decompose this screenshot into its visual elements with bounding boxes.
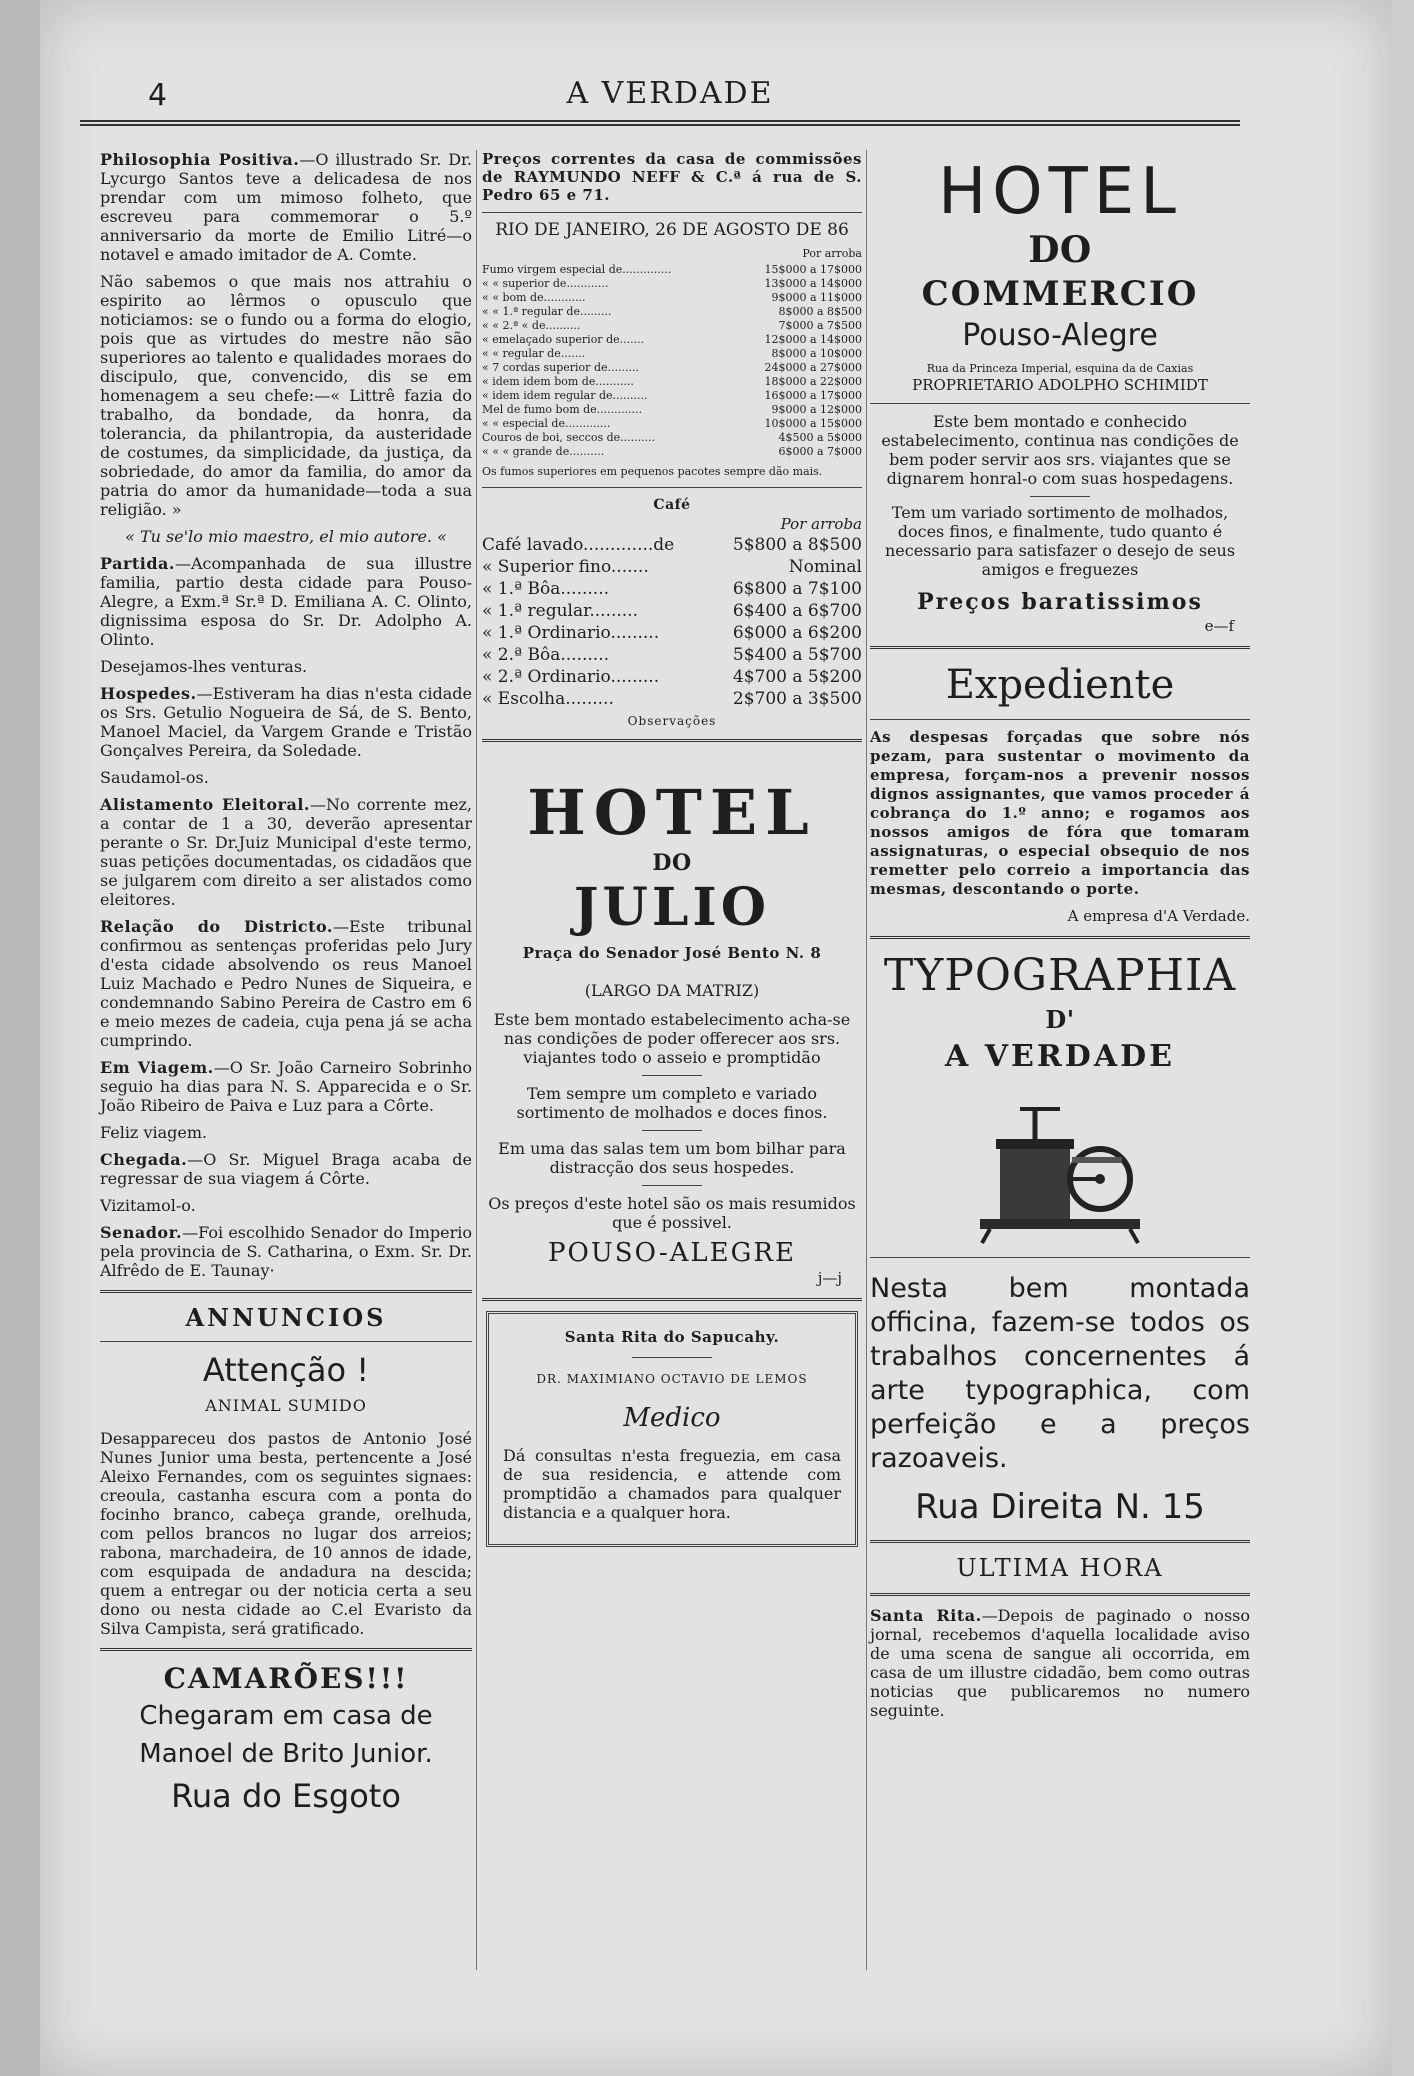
price-label: « « regular de....... <box>482 347 586 360</box>
price-value: 6$800 a 7$100 <box>732 579 862 599</box>
article-text: Vizitamol-o. <box>100 1196 196 1215</box>
price-row <box>482 263 862 277</box>
article-head: Em Viagem. <box>100 1058 214 1077</box>
article-text: —No corrente mez, a contar de 1 a 30, deverão apresentar perante o Sr. Dr.Juiz Municipal d'este termo, suas petições documentadas, os cidadãos que se julgarem com direito a ser alistados como eleitores. <box>100 795 473 909</box>
price-value: 7$000 a 7$500 <box>778 319 862 332</box>
hotel-commercio-precos: Preços baratissimos <box>917 589 1203 615</box>
price-label: « 7 cordas superior de......... <box>482 361 639 374</box>
hotel-commercio-title: HOTEL <box>938 155 1182 229</box>
article-viagem <box>100 1058 472 1115</box>
section-rule <box>870 1540 1250 1543</box>
price-label: « idem idem bom de........... <box>482 375 634 388</box>
price-row <box>482 333 862 347</box>
article-hospedes <box>100 684 472 760</box>
section-rule <box>482 739 862 742</box>
article-text: Saudamol-os. <box>100 768 209 787</box>
price-label: « idem idem regular de.......... <box>482 389 648 402</box>
price-value: 6$000 a 6$200 <box>732 623 862 643</box>
attencao-text: Desappareceu dos pastos de Antonio José Nunes Junior uma besta, pertencente a José Aleixo Fernandes, com os seguintes signaes: creoula, castanha escura com a ponta do focinho branco, cabeça grande, orelhuda, com pellos brancos no lugar dos arreios; rabona, marchadeira, de 10 annos de idade, com esquipada de andadura na descida; quem a entregar ou der noticia certa a seu dono ou nesta cidade ao C.el Evaristo da Silva Campista, será gratificado. <box>100 1429 472 1638</box>
price-label: « 2.ª Bôa......... <box>482 645 610 665</box>
price-row <box>482 403 862 417</box>
price-row <box>482 305 862 319</box>
price-label: « 2.ª Ordinario......... <box>482 667 660 687</box>
price-label: « emelaçado superior de....... <box>482 333 645 346</box>
price-row <box>482 375 862 389</box>
medico-name: DR. MAXIMIANO OCTAVIO DE LEMOS <box>536 1372 808 1386</box>
hotel-julio-signature: j—j <box>817 1269 842 1287</box>
price-label: « Superior fino....... <box>482 557 649 577</box>
article-text: —Foi escolhido Senador do Imperio pela provincia de S. Catharina, o Exm. Sr. Dr. Alfrêdo de E. Taunay· <box>100 1223 472 1280</box>
article-head: Chegada. <box>100 1150 188 1169</box>
price-label: « « 1.ª regular de......... <box>482 305 612 318</box>
hotel-julio-title: HOTEL <box>527 776 817 849</box>
price-label: « 1.ª Ordinario......... <box>482 623 660 643</box>
price-label: « « bom de............ <box>482 291 586 304</box>
price-row <box>482 688 862 710</box>
section-rule <box>870 1257 1250 1258</box>
header-rule <box>80 120 1240 126</box>
price-value: 2$700 a 3$500 <box>732 689 862 709</box>
medico-text: Dá consultas n'esta freguezia, em casa de sua residencia, e attende com promptidão a chamados para qualquer distancia e a qualquer hora. <box>503 1446 841 1522</box>
annuncios-heading: ANNUNCIOS <box>185 1303 387 1332</box>
column-rule-2 <box>866 150 867 1970</box>
article-text: —O Sr. Miguel Braga acaba de regressar de sua viagem á Côrte. <box>100 1150 472 1188</box>
price-label: « « 2.ª « de.......... <box>482 319 581 332</box>
newspaper-title: A VERDADE <box>566 76 774 111</box>
camaroes-line: Chegaram em casa de <box>139 1701 433 1731</box>
price-label: « « « grande de.......... <box>482 445 605 458</box>
hotel-julio-do: DO <box>652 850 692 876</box>
price-value: 8$000 a 8$500 <box>778 305 862 318</box>
observacoes: Observações <box>627 714 717 728</box>
price-row <box>482 319 862 333</box>
price-label: Mel de fumo bom de............. <box>482 403 643 416</box>
article-text: Não sabemos o que mais nos attrahiu o espirito ao lêrmos o opusculo que noticiamos: se o fundo ou a forma do elogio, pois que as virtudes do mestre não são superiores ao talento e qualidades moraes do discipulo, que, convencido, dis se em homenagem a seu chefe:—« Littrê fazia do trabalho, da bondade, da honra, da tolerancia, da philantropia, da austeridade de costumes, da simplicidade, da justiça, da sobriedade, do amor da familia, do amor da patria do amor da humanidade—toda a sua religião. » <box>100 272 472 519</box>
article-head: Senador. <box>100 1223 183 1242</box>
camaroes-address: Rua do Esgoto <box>171 1777 401 1815</box>
typographia-name: A VERDADE <box>945 1039 1175 1074</box>
hotel-commercio-do: DO <box>1028 229 1092 271</box>
section-rule <box>482 1298 862 1301</box>
section-rule <box>870 936 1250 939</box>
hotel-julio-name: JULIO <box>573 877 771 938</box>
article-alistamento <box>100 795 472 909</box>
typographia-address: Rua Direita N. 15 <box>915 1487 1205 1527</box>
price-label: « Escolha......... <box>482 689 614 709</box>
attencao-subtitle: ANIMAL SUMIDO <box>205 1396 367 1415</box>
small-rule <box>642 1185 702 1186</box>
section-rule <box>100 1648 472 1651</box>
section-rule <box>100 1290 472 1293</box>
article-text: —Este tribunal confirmou as sentenças proferidas pelo Jury d'esta cidade absolvendo os reus Manoel Luiz Machado e Pedro Nunes de Siqueira, e condemnando Sabino Pereira de Castro em 6 e meio mezes de cadeia, cuja pena já se acha cumprindo. <box>100 917 472 1050</box>
column-1 <box>100 150 472 1819</box>
price-value: 15$000 a 17$000 <box>764 263 862 276</box>
article-quote: « Tu se'lo mio maestro, el mio autore. « <box>125 527 447 546</box>
cafe-price-list <box>482 534 862 710</box>
price-value: Nominal <box>788 557 862 577</box>
price-label: Fumo virgem especial de.............. <box>482 263 672 276</box>
price-row <box>482 556 862 578</box>
section-rule <box>870 646 1250 649</box>
article-text: —Depois de paginado o nosso jornal, recebemos d'aquella localidade aviso de uma scena de sangue ali occorrida, em casa de um illustre cidadão, bem como outras noticias que publicaremos no numero seguinte. <box>870 1606 1250 1720</box>
por-arroba: Por arroba <box>802 247 862 260</box>
column-3 <box>870 150 1250 1728</box>
article-chegada <box>100 1150 472 1188</box>
article-relacao <box>100 917 472 1050</box>
article-senador <box>100 1223 472 1280</box>
price-value: 18$000 a 22$000 <box>764 375 862 388</box>
cafe-heading: Café <box>653 497 691 513</box>
article-head: Relação do Districto. <box>100 917 333 936</box>
price-row <box>482 277 862 291</box>
price-row <box>482 431 862 445</box>
price-value: 5$800 a 8$500 <box>732 535 862 555</box>
price-label: « 1.ª regular......... <box>482 601 638 621</box>
price-row <box>482 666 862 688</box>
section-rule <box>870 403 1250 404</box>
hotel-julio-city: POUSO-ALEGRE <box>548 1238 796 1268</box>
price-row <box>482 578 862 600</box>
page-header <box>100 72 1240 118</box>
price-row <box>482 291 862 305</box>
expediente-text: As despesas forçadas que sobre nós pezam, para sustentar o movimento da empresa, forçam-nos a prevenir nossos dignos assignantes, que vamos proceder á cobrança do 1.º anno; e rogamos aos nossos amigos de fóra que tomaram assignaturas, o especial obsequio de nos remetter pelo correio a importancia das mesmas, descontando o porte. <box>870 728 1250 898</box>
price-value: 9$000 a 12$000 <box>771 403 862 416</box>
ultima-hora-title: ULTIMA HORA <box>956 1554 1164 1582</box>
price-value: 8$000 a 10$000 <box>771 347 862 360</box>
price-value: 6$400 a 6$700 <box>732 601 862 621</box>
camaroes-line: Manoel de Brito Junior. <box>139 1739 433 1769</box>
article-head: Hospedes. <box>100 684 197 703</box>
price-value: 12$000 a 14$000 <box>764 333 862 346</box>
hotel-commercio-address: Rua da Princeza Imperial, esquina da de Caxias <box>926 362 1194 375</box>
medico-box <box>486 1311 858 1547</box>
price-row <box>482 417 862 431</box>
article-text: —Estiveram ha dias n'esta cidade os Srs. Getulio Nogueira de Sá, de S. Bento, Manoel Maciel, da Vargem Grande e Tristão Gonçalves Pereira, da Soledade. <box>100 684 472 760</box>
price-value: 4$700 a 5$200 <box>732 667 862 687</box>
price-value: 9$000 a 11$000 <box>771 291 862 304</box>
typographia-title: TYPOGRAPHIA <box>883 950 1237 1001</box>
printing-press-icon <box>960 1087 1160 1247</box>
hotel-commercio-city: Pouso-Alegre <box>962 318 1158 353</box>
price-value: 13$000 a 14$000 <box>764 277 862 290</box>
price-label: Couros de boi, seccos de.......... <box>482 431 656 444</box>
camaroes-title: CAMARÕES!!! <box>163 1662 409 1695</box>
price-row <box>482 600 862 622</box>
article-head: Partida. <box>100 554 175 573</box>
ultima-hora-text <box>870 1606 1250 1720</box>
expediente-signature: A empresa d'A Verdade. <box>1067 907 1250 925</box>
price-value: 24$000 a 27$000 <box>764 361 862 374</box>
article-partida <box>100 554 472 649</box>
hotel-julio-text: Este bem montado estabelecimento acha-se nas condições de poder offerecer aos srs. viajantes todo o asseio e promptidão <box>493 1010 851 1067</box>
article-philosophia <box>100 150 472 264</box>
price-row <box>482 534 862 556</box>
article-head: Santa Rita. <box>870 1606 982 1625</box>
price-value: 4$500 a 5$000 <box>778 431 862 444</box>
hotel-commercio-text: Este bem montado e conhecido estabelecimento, continua nas condições de bem poder servir aos srs. viajantes que se dignarem honral-o com suas hospedagens. <box>881 412 1239 488</box>
hotel-julio-text: Os preços d'este hotel são os mais resumidos que é possivel. <box>488 1194 856 1232</box>
section-rule <box>870 1593 1250 1596</box>
attencao-title: Attenção ! <box>202 1351 370 1389</box>
scan-edge <box>0 0 40 2076</box>
small-rule <box>1030 496 1090 497</box>
hotel-julio-largo: (LARGO DA MATRIZ) <box>584 981 760 1000</box>
price-value: 5$400 a 5$700 <box>732 645 862 665</box>
article-text: Desejamos-lhes venturas. <box>100 657 308 676</box>
hotel-commercio-text: Tem um variado sortimento de molhados, doces finos, e finalmente, tudo quanto é necessario para satisfazer o desejo de seus amigos e freguezes <box>884 503 1236 579</box>
precos-heading: Preços correntes da casa de commissões de RAYMUNDO NEFF & C.ª á rua de S. Pedro 65 e 71. <box>482 150 862 204</box>
hotel-commercio-owner: PROPRIETARIO ADOLPHO SCHIMIDT <box>912 376 1208 394</box>
typographia-text: Nesta bem montada officina, fazem-se todos os trabalhos concernentes á arte typographica, com perfeição e a preços razoaveis. <box>870 1273 1250 1474</box>
medico-place: Santa Rita do Sapucahy. <box>564 1328 780 1346</box>
column-2 <box>482 150 862 1555</box>
small-rule <box>642 1130 702 1131</box>
hotel-julio-text: Em uma das salas tem um bom bilhar para distracção dos seus hospedes. <box>498 1139 846 1177</box>
price-row <box>482 361 862 375</box>
article-text: Feliz viagem. <box>100 1123 208 1142</box>
price-row <box>482 389 862 403</box>
price-row <box>482 445 862 459</box>
dateline: RIO DE JANEIRO, 26 DE AGOSTO DE 86 <box>495 220 849 240</box>
medico-title: Medico <box>623 1403 721 1433</box>
article-head: Philosophia Positiva. <box>100 150 300 169</box>
expediente-title: Expediente <box>945 662 1175 708</box>
article-text: —O Sr. João Carneiro Sobrinho seguio ha dias para N. S. Apparecida e o Sr. João Ribeiro de Paiva e Luz para a Côrte. <box>100 1058 473 1115</box>
price-value: 10$000 a 15$000 <box>764 417 862 430</box>
typographia-d: D' <box>1045 1005 1075 1034</box>
section-rule <box>100 1341 472 1342</box>
article-head: Alistamento Eleitoral. <box>100 795 310 814</box>
hotel-commercio-name: COMMERCIO <box>921 274 1199 314</box>
article-text: —Acompanhada de sua illustre familia, partio desta cidade para Pouso-Alegre, a Exm.ª Sr.ª D. Emiliana A. C. Olinto, dignissima esposa do Sr. Dr. Adolpho A. Olinto. <box>100 554 472 649</box>
fumo-price-list <box>482 263 862 459</box>
price-row <box>482 347 862 361</box>
small-rule <box>642 1075 702 1076</box>
article-text: —O illustrado Sr. Dr. Lycurgo Santos teve a delicadesa de nos prendar com um mimoso folheto, que escreveu para commemorar o 5.º anniversario da morte de Emilio Litré—o notavel e amado imitador de A. Comte. <box>100 150 472 264</box>
fumo-note: Os fumos superiores em pequenos pacotes sempre dão mais. <box>482 465 823 478</box>
section-rule <box>482 212 862 213</box>
hotel-julio-text: Tem sempre um completo e variado sortimento de molhados e doces finos. <box>516 1084 828 1122</box>
price-row <box>482 622 862 644</box>
price-row <box>482 644 862 666</box>
price-label: Café lavado.............de <box>482 535 675 555</box>
price-value: 6$000 a 7$000 <box>778 445 862 458</box>
price-label: « « superior de............ <box>482 277 609 290</box>
cafe-por-arroba: Por arroba <box>780 515 862 533</box>
small-rule <box>632 1357 712 1358</box>
section-rule <box>870 719 1250 720</box>
hotel-julio-address: Praça do Senador José Bento N. 8 <box>522 944 822 962</box>
section-rule <box>482 487 862 488</box>
hotel-commercio-signature: e—f <box>1204 617 1234 635</box>
column-rule-1 <box>476 150 477 1970</box>
price-label: « « especial de............. <box>482 417 611 430</box>
price-label: « 1.ª Bôa......... <box>482 579 610 599</box>
price-value: 16$000 a 17$000 <box>764 389 862 402</box>
page-number: 4 <box>148 78 168 113</box>
